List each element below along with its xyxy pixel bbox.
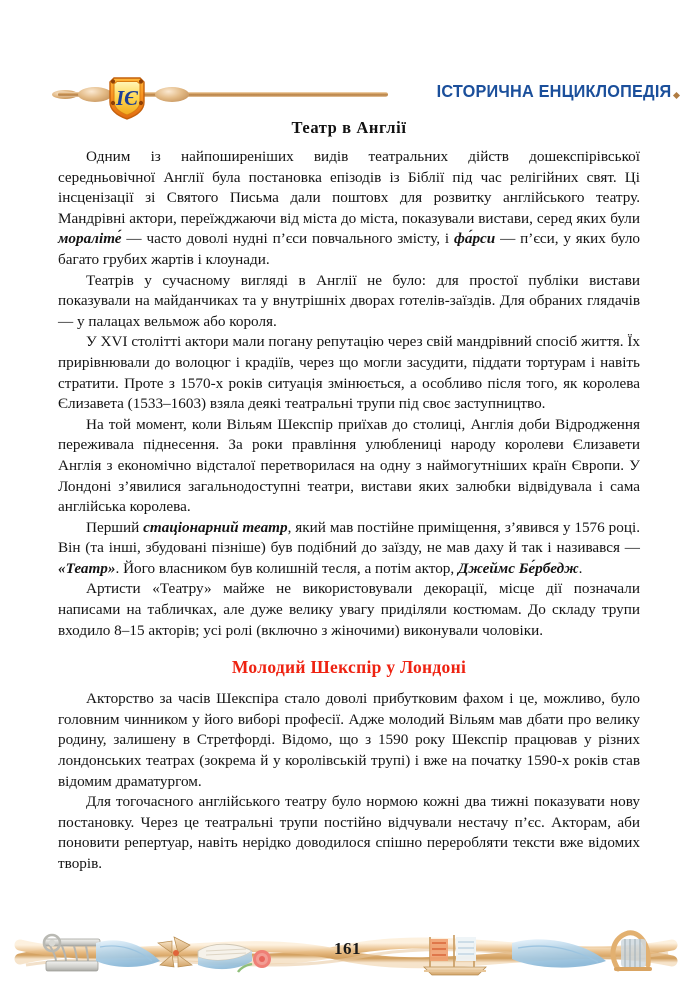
page-number: 161 <box>334 939 361 958</box>
term-theatre-name: «Театр» <box>58 559 116 577</box>
term-moralite: мораліте́ <box>58 230 122 248</box>
paragraph-8: Для тогочасного англійського театру було нормою кожні два тижні показувати нову постановку. Через це театральні трупи постійно відчували нестачу п’єс. Акторам, аби поновити репертуар, навіть нерідко доводилося спішно переробляти тексти вже відомих творів. <box>58 793 640 872</box>
paragraph-3: У XVI столітті актори мали погану репутацію через свій мандрівний спосіб життя. Їх прирівнювали до волоцюг і крадіїв, через що могли засудити, піддати тортурам і навіть стратити. Проте з 1570-х років ситуація змінюється, а особливо після того, як королева Єлизавета (1533–1603) взяла деякі театральні трупи під своє заступництво. <box>58 333 640 413</box>
paragraph-1 <box>58 147 640 271</box>
paragraph-5 <box>58 518 640 580</box>
paragraph-1-text-b: — часто доволі нудні п’єси повчального змісту, і <box>121 230 454 248</box>
paragraph-6: Артисти «Театру» майже не використовували декорації, місце дії позначали написами на табличках, але дуже велику увагу приділяли костюмам. До складу трупи входило 8–15 акторів; усі ролі (включно з жіночими) виконували чоловіки. <box>58 580 640 639</box>
term-stationary-theatre: стаціонарний театр <box>143 518 288 536</box>
paragraph-5-text-a: Перший <box>86 518 144 536</box>
paragraph-1-text-a: Одним із найпоширеніших видів театральних дійств дошекспірівської середньовічної Англії була постановка епізодів із Біблії під час релігійних свят. Ці інсценізації зі Святого Письма дали поштовх для розвитку англійського театру. Мандрівні актори, переїжджаючи від міста до міста, показували вистави, серед яких були <box>58 148 640 227</box>
footer-ornament <box>0 921 695 983</box>
paragraph-7: Акторство за часів Шекспіра стало доволі прибутковим фахом і це, можливо, було головним чинником у його виборі професії. Адже молодий Вільям мав дбати про велику родину, залишену в Стретфорді. Відомо, що з 1590 року Шекспір працював у різних лондонських театрах (зокрема й у королівській трупі) і вже на початку 1590-х років став відомим драматургом. <box>58 690 640 790</box>
paragraph-4: На той момент, коли Вільям Шекспір приїхав до столиці, Англія доби Відродження переживала піднесення. За роки правління улюблениці народу королеви Єлизавети Англія з економічно відсталої перетворилася на одну з наймогутніших країн Європи. У Лондоні з’явилися загальнодоступні театри, вистави яких залюбки відвідувала і сама англійська королева. <box>58 415 640 516</box>
svg-text:ІЄ: ІЄ <box>116 86 138 110</box>
paragraph-5-text-c: . Його власником був колишній тесля, а потім актор, <box>115 559 458 577</box>
encyclopedia-shield-emblem-icon <box>105 76 149 121</box>
running-head <box>0 72 695 120</box>
paragraph-2: Театрів у сучасному вигляді в Англії не було: для простої публіки вистави показували на майданчиках та у внутрішніх дворах готелів-заїздів. Для обраних глядачів — у палацах вельмож або короля. <box>58 271 640 330</box>
paragraph-5-text-d: . <box>578 559 583 577</box>
section-title: Театр в Англії <box>291 118 407 137</box>
term-james-burbage: Джеймс Бе́рбедж <box>457 559 579 577</box>
spindle-right-ornament <box>155 87 189 102</box>
term-farsy: фа́рси <box>453 230 496 248</box>
encyclopedia-title: ІСТОРИЧНА ЕНЦИКЛОПЕДІЯ <box>436 81 671 101</box>
subsection-heading: Молодий Шекспір у Лондоні <box>231 657 467 678</box>
paragraph-5-text-b: , який мав постійне приміщення, з’явився у 1576 році. Він (та інші, збудовані пізніше) був подібний до заїзду, не мав даху й так і називався — <box>58 518 640 557</box>
page-content <box>58 118 640 875</box>
title-diamond-ornament-icon <box>673 92 680 99</box>
paragraph-1-text-c: — п’єси, у яких було багато грубих жартів і клоунади. <box>58 230 640 268</box>
